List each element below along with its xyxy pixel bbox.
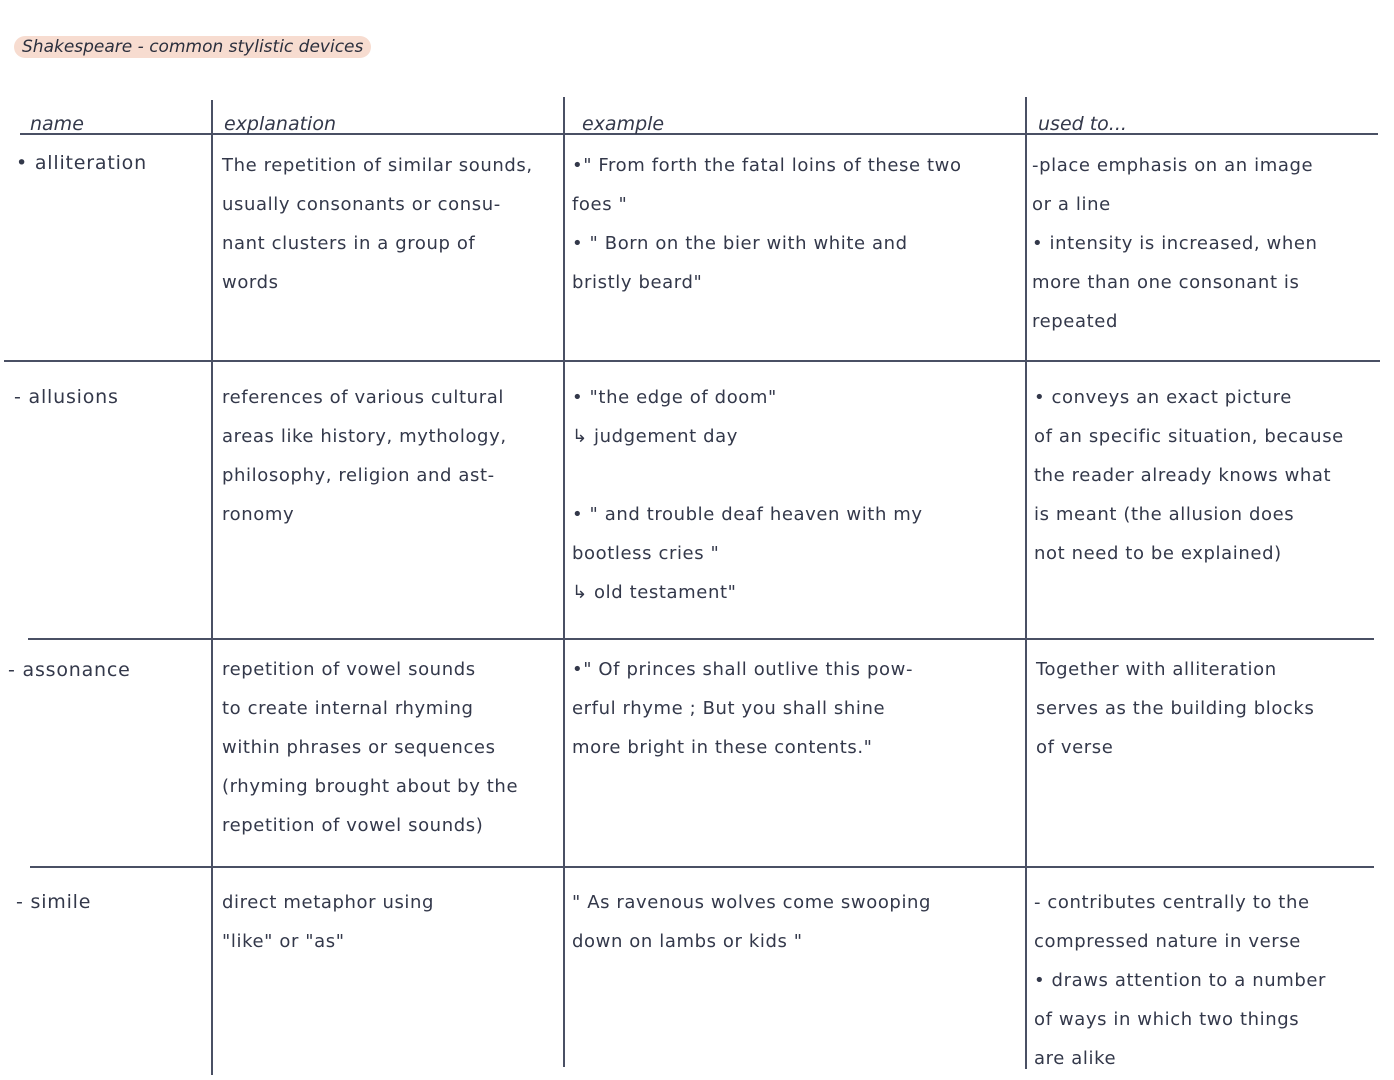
text-line: repetition of vowel sounds) [222, 815, 484, 836]
row-divider [4, 360, 1380, 362]
text-line: " As ravenous wolves come swooping [572, 892, 932, 913]
text-line: bristly beard" [572, 272, 703, 293]
text-line: usually consonants or consu- [222, 194, 501, 215]
text-line: ↳ judgement day [572, 426, 739, 447]
text-line: ronomy [222, 504, 295, 525]
explanation-cell [222, 650, 518, 845]
text-line: foes " [572, 194, 628, 215]
text-line: bootless cries " [572, 543, 720, 564]
row-divider [28, 638, 1374, 640]
text-line: down on lambs or kids " [572, 931, 803, 952]
used-to-cell [1034, 378, 1344, 573]
row-name-simile: - simile [16, 891, 92, 913]
text-line: words [222, 272, 279, 293]
row-name-assonance: - assonance [8, 659, 131, 681]
text-line: or a line [1032, 194, 1111, 215]
text-line: The repetition of similar sounds, [222, 155, 533, 176]
text-line: of verse [1036, 737, 1114, 758]
text-line: within phrases or sequences [222, 737, 496, 758]
header-explanation: explanation [224, 113, 336, 135]
page-title: Shakespeare - common stylistic devices [14, 36, 371, 58]
text-line: Together with alliteration [1036, 659, 1277, 680]
text-line: of an specific situation, because [1034, 426, 1344, 447]
row-name-alliteration: • alliteration [16, 152, 147, 174]
text-line: compressed nature in verse [1034, 931, 1301, 952]
text-line: •" From forth the fatal loins of these two [572, 155, 962, 176]
explanation-cell [222, 883, 434, 961]
text-line: • " and trouble deaf heaven with my [572, 504, 923, 525]
text-line: nant clusters in a group of [222, 233, 476, 254]
text-line: • conveys an exact picture [1034, 387, 1292, 408]
header-name: name [30, 113, 84, 135]
text-line: -place emphasis on an image [1032, 155, 1314, 176]
text-line: • " Born on the bier with white and [572, 233, 908, 254]
example-cell [572, 650, 913, 767]
text-line: more than one consonant is [1032, 272, 1300, 293]
text-line: • draws attention to a number [1034, 970, 1327, 991]
text-line: direct metaphor using [222, 892, 435, 913]
used-to-cell [1034, 883, 1326, 1078]
example-cell [572, 883, 931, 961]
text-line: are alike [1034, 1048, 1117, 1069]
explanation-cell [222, 378, 507, 534]
text-line: repetition of vowel sounds [222, 659, 476, 680]
text-line: references of various cultural [222, 387, 504, 408]
text-line: (rhyming brought about by the [222, 776, 519, 797]
text-line: • intensity is increased, when [1032, 233, 1318, 254]
text-line: "like" or "as" [222, 931, 345, 952]
text-line: to create internal rhyming [222, 698, 474, 719]
row-divider [30, 866, 1374, 868]
text-line: serves as the building blocks [1036, 698, 1315, 719]
text-line: erful rhyme ; But you shall shine [572, 698, 886, 719]
example-cell [572, 378, 923, 612]
text-line: ↳ old testament" [572, 582, 737, 603]
text-line: the reader already knows what [1034, 465, 1332, 486]
column-divider [1025, 97, 1027, 1069]
text-line: not need to be explained) [1034, 543, 1282, 564]
used-to-cell [1032, 146, 1318, 341]
text-line: is meant (the allusion does [1034, 504, 1295, 525]
text-line: • "the edge of doom" [572, 387, 777, 408]
header-example: example [582, 113, 665, 135]
column-divider [211, 100, 213, 1075]
text-line: - contributes centrally to the [1034, 892, 1310, 913]
column-divider [563, 97, 565, 1067]
text-line: more bright in these contents." [572, 737, 873, 758]
example-cell [572, 146, 962, 302]
text-line: of ways in which two things [1034, 1009, 1300, 1030]
text-line: •" Of princes shall outlive this pow- [572, 659, 914, 680]
header-used-to: used to... [1038, 113, 1127, 135]
text-line: areas like history, mythology, [222, 426, 507, 447]
text-line: repeated [1032, 311, 1118, 332]
text-line [572, 456, 923, 495]
explanation-cell [222, 146, 533, 302]
text-line: philosophy, religion and ast- [222, 465, 495, 486]
row-name-allusions: - allusions [14, 386, 119, 408]
used-to-cell [1036, 650, 1314, 767]
